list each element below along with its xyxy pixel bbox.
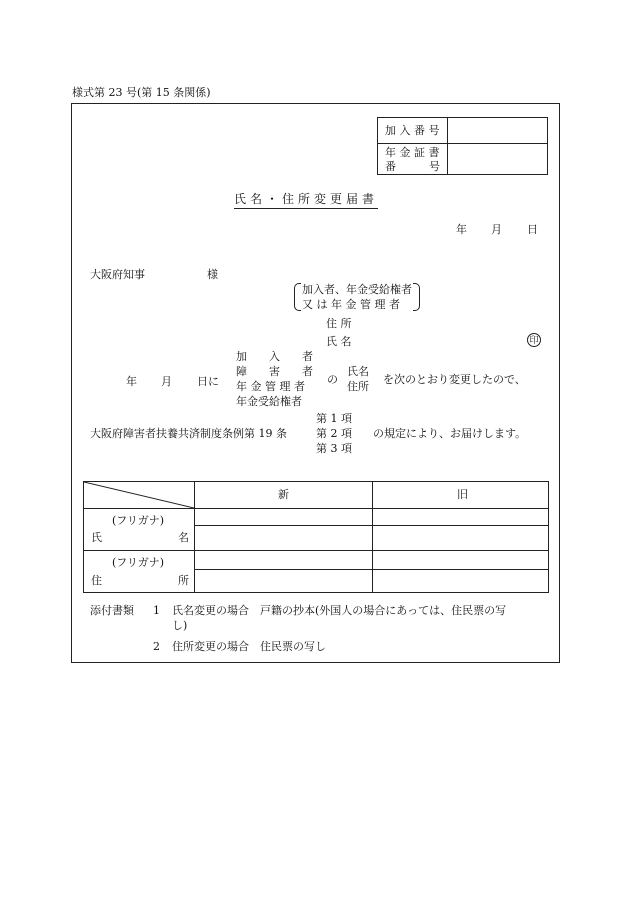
address-kana-label: (フリガナ)	[112, 556, 165, 569]
attachment-1-text: 氏名変更の場合 戸籍の抄本(外国人の場合にあっては、住民票の写	[172, 604, 507, 617]
diagonal-header	[84, 482, 194, 508]
addressee-honorific: 様	[207, 268, 218, 281]
new-address-kana-field[interactable]	[196, 552, 370, 567]
new-address-field[interactable]	[196, 571, 370, 591]
change-name: 氏名	[347, 365, 369, 378]
column-old: 旧	[457, 488, 468, 501]
statement-ending: の規定により、お届けします。	[373, 427, 527, 440]
attachment-2-text: 住所変更の場合 住民票の写し	[172, 640, 326, 653]
role-pension-manager: 年 金 管 理 者	[236, 380, 305, 393]
role-pension-recipient: 年金受給権者	[236, 395, 302, 408]
applicant-name-label: 氏 名	[326, 335, 352, 348]
attachment-2-number: 2	[153, 640, 160, 653]
addressee-name: 大阪府知事	[90, 268, 145, 281]
name-label-1: 氏	[91, 531, 102, 544]
ordinance-text: 大阪府障害者扶養共済制度条例第 19 条	[90, 427, 287, 440]
statement-month: 月	[161, 375, 172, 388]
statement-year: 年	[126, 375, 137, 388]
attachment-1-continued: し)	[172, 619, 188, 632]
role-disabled: 障 害 者	[236, 365, 313, 378]
applicant-role-line-1: 加入者、年金受給権者	[302, 283, 412, 296]
change-table	[83, 481, 549, 593]
date-year: 年	[456, 223, 467, 236]
pension-cert-number-field[interactable]	[453, 150, 543, 164]
old-name-field[interactable]	[374, 527, 546, 548]
date-day: 日	[527, 223, 538, 236]
statement-no: の	[327, 373, 338, 386]
pension-cert-label-1: 年 金 証 書	[385, 146, 440, 159]
left-bracket	[294, 283, 301, 311]
attachments-label: 添付書類	[90, 604, 134, 617]
role-subscriber: 加 入 者	[236, 350, 313, 363]
name-label-2: 名	[178, 531, 189, 544]
name-kana-label: (フリガナ)	[112, 514, 165, 527]
number-box	[377, 117, 548, 175]
column-new: 新	[278, 488, 289, 501]
clause-3: 第 3 項	[316, 442, 352, 455]
pension-cert-label-2: 番 号	[385, 160, 440, 173]
address-label-1: 住	[91, 574, 102, 587]
attachment-1-number: 1	[153, 604, 160, 617]
change-address: 住所	[347, 380, 369, 393]
old-address-field[interactable]	[374, 571, 546, 591]
clause-2: 第 2 項	[316, 427, 352, 440]
new-name-field[interactable]	[196, 527, 370, 548]
subscriber-number-label: 加 入 番 号	[385, 124, 440, 137]
form-number-label: 様式第 23 号(第 15 条関係)	[72, 86, 211, 99]
new-name-kana-field[interactable]	[196, 510, 370, 524]
document-title: 氏名・住所変更届書	[234, 190, 378, 209]
subscriber-number-field[interactable]	[453, 124, 543, 138]
date-month: 月	[491, 223, 502, 236]
old-address-kana-field[interactable]	[374, 552, 546, 567]
old-name-kana-field[interactable]	[374, 510, 546, 524]
applicant-role-line-2: 又 は 年 金 管 理 者	[302, 298, 400, 311]
clause-1: 第 1 項	[316, 412, 352, 425]
applicant-address-label: 住 所	[326, 317, 352, 330]
address-label-2: 所	[178, 574, 189, 587]
right-bracket	[413, 283, 420, 311]
statement-tail: を次のとおり変更したので、	[383, 373, 526, 386]
seal-mark: 印	[527, 333, 541, 347]
statement-day: 日に	[197, 375, 219, 388]
